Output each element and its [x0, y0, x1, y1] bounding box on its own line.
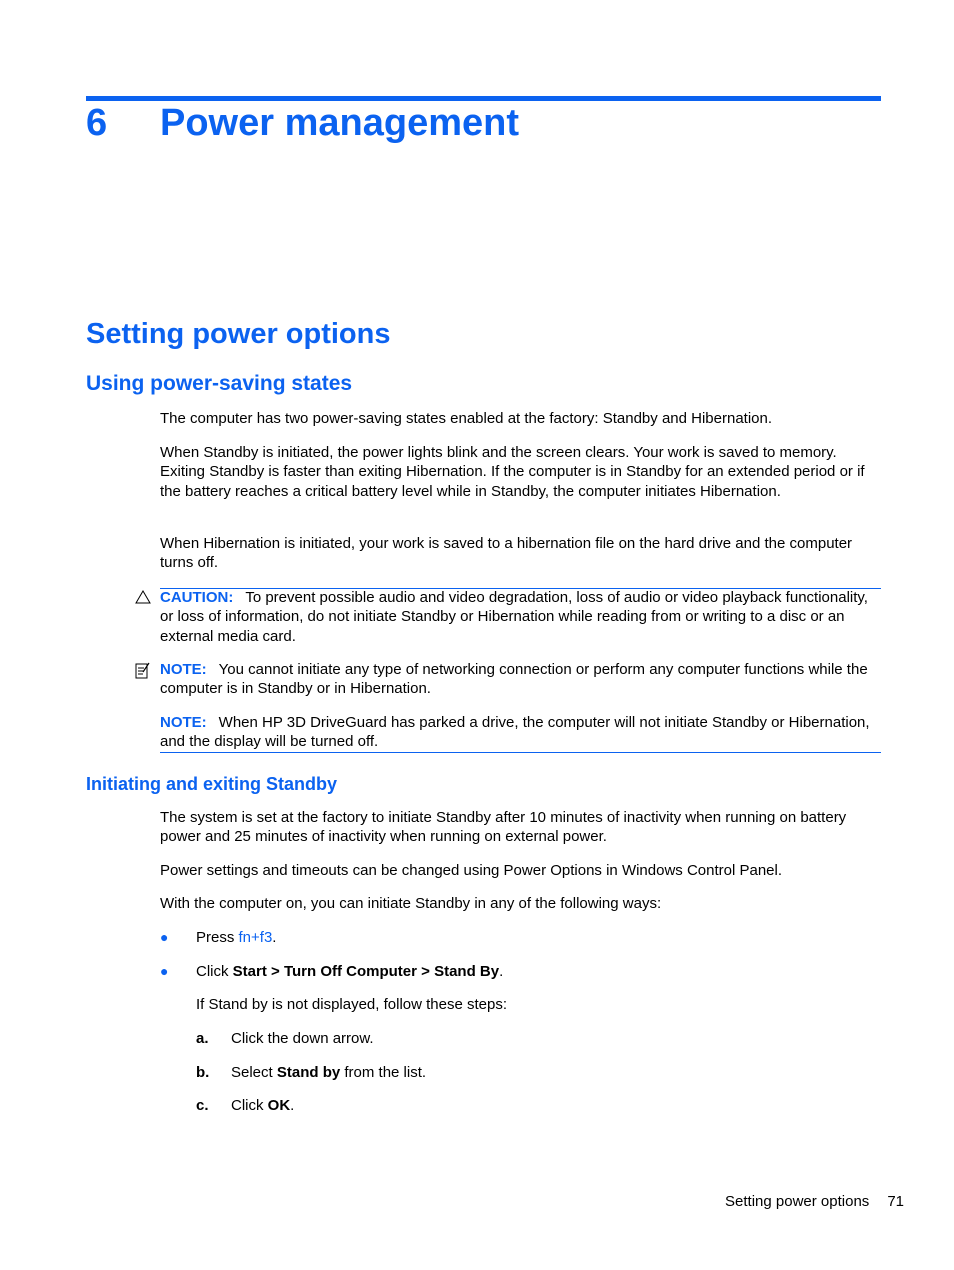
- bullet-dot: ●: [160, 929, 169, 945]
- note-block: [160, 660, 881, 699]
- bullet-text: .: [499, 963, 504, 980]
- chapter-heading: [86, 100, 519, 146]
- note-label: NOTE:: [160, 661, 207, 678]
- note-block: [160, 713, 881, 752]
- page-number: 71: [887, 1193, 904, 1210]
- paragraph: The computer has two power-saving states enabled at the factory: Standby and Hibernation.: [160, 410, 773, 427]
- step-text-part: Click the down arrow.: [231, 1030, 374, 1047]
- steps-intro: If Stand by is not displayed, follow these steps:: [196, 996, 508, 1013]
- bullet-item-click: [196, 962, 503, 981]
- chapter-title: Power management: [160, 102, 519, 144]
- step-text: [231, 1096, 294, 1115]
- bullet-text: Press: [196, 929, 239, 946]
- menu-path: Start > Turn Off Computer > Stand By: [232, 963, 500, 980]
- step-text: [231, 1063, 426, 1082]
- paragraph: With the computer on, you can initiate Standby in any of the following ways:: [160, 895, 662, 912]
- paragraph: Power settings and timeouts can be changed using Power Options in Windows Control Panel.: [160, 862, 783, 879]
- section-title: Setting power options: [86, 318, 391, 350]
- note-text: When HP 3D DriveGuard has parked a drive, the computer will not initiate Standby or Hibernation, and the display will be turned off.: [160, 714, 870, 751]
- bullet-dot: ●: [160, 963, 169, 979]
- step-text-bold: Stand by: [276, 1064, 341, 1081]
- subsection-title-power-saving: Using power-saving states: [86, 372, 353, 395]
- note-label: NOTE:: [160, 714, 207, 731]
- note-bottom-rule: [160, 752, 881, 753]
- paragraph: When Hibernation is initiated, your work is saved to a hibernation file on the hard drive and the computer turns off.: [160, 535, 853, 572]
- key-combo: fn+f3: [238, 929, 273, 946]
- bullet-text: .: [272, 929, 277, 946]
- step-text-bold: OK: [267, 1097, 291, 1114]
- note-text: You cannot initiate any type of networking connection or perform any computer functions while the computer is in Standby or in Hibernation.: [160, 661, 868, 698]
- bullet-item-press: [196, 928, 276, 947]
- footer-section: Setting power options: [725, 1193, 870, 1210]
- step-text-part: .: [290, 1097, 295, 1114]
- note-pad-icon: [135, 662, 151, 680]
- page-footer: [600, 1192, 904, 1211]
- step-text-part: Select: [231, 1064, 277, 1081]
- step-text-part: from the list.: [340, 1064, 427, 1081]
- caution-text: To prevent possible audio and video degradation, loss of audio or video playback functionality, or loss of information, do not initiate Standby or Hibernation while reading from or writing to a disc or an external media card.: [160, 589, 868, 645]
- subsection-title-standby: Initiating and exiting Standby: [86, 774, 338, 794]
- step-text-part: Click: [231, 1097, 268, 1114]
- paragraph: When Standby is initiated, the power lights blink and the screen clears. Your work is saved to memory. Exiting Standby is faster than exiting Hibernation. If the computer is in Standby for an extended period or if the battery reaches a critical battery level while in Standby, the computer initiates Hibernation.: [160, 444, 865, 500]
- caution-block: [160, 588, 881, 646]
- step-letter: c.: [196, 1097, 209, 1114]
- paragraph: The system is set at the factory to initiate Standby after 10 minutes of inactivity when running on battery power and 25 minutes of inactivity when running on external power.: [160, 809, 847, 846]
- chapter-number: 6: [86, 102, 108, 144]
- step-letter: a.: [196, 1030, 209, 1047]
- caution-label: CAUTION:: [160, 589, 234, 606]
- caution-triangle-icon: [135, 590, 151, 604]
- step-text: [231, 1029, 374, 1048]
- bullet-text: Click: [196, 963, 233, 980]
- step-letter: b.: [196, 1064, 210, 1081]
